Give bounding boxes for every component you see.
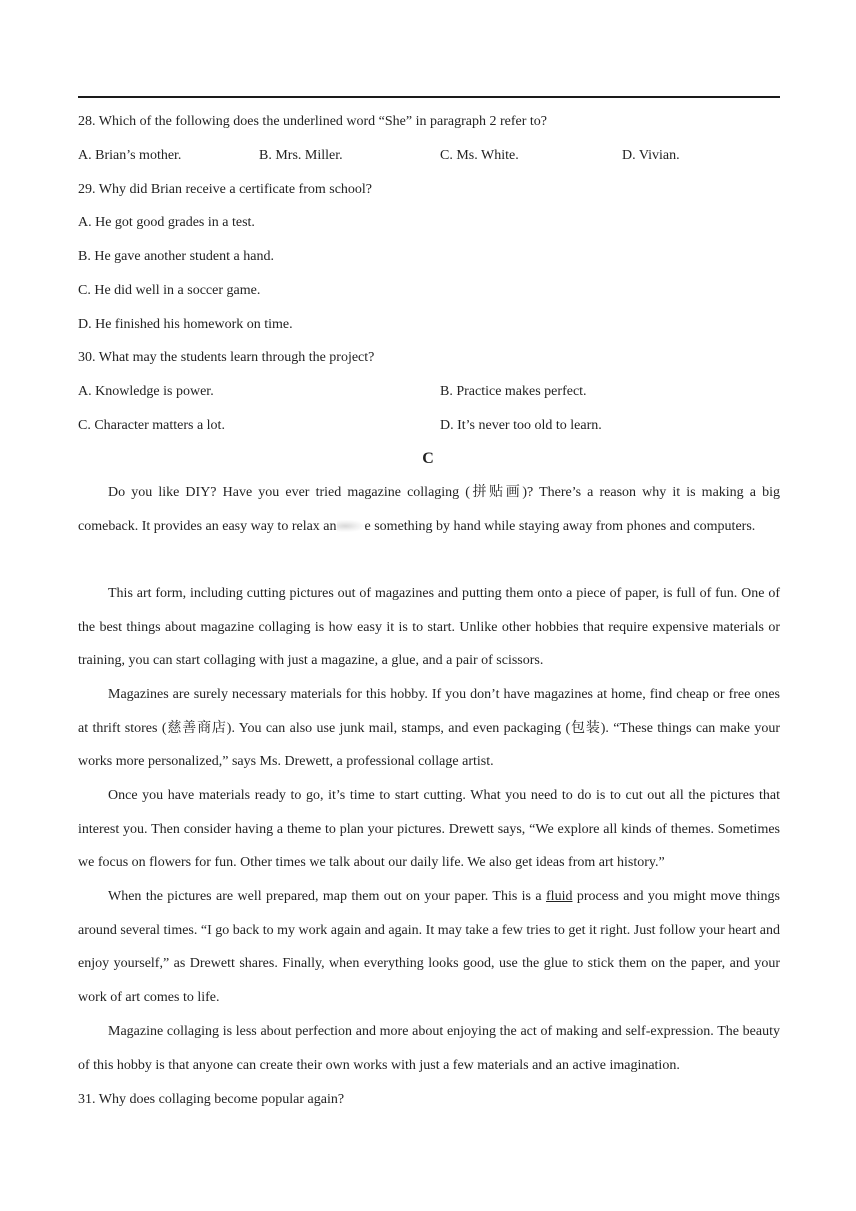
q28-option-b: B. Mrs. Miller.	[259, 148, 343, 163]
passage-paragraph-3: Magazines are surely necessary materials for this hobby. If you don’t have magazines at home, find cheap or free ones at thrift stores (慈善商店). You can also use junk mail, stamps, and even packaging (包装). “These things can make your works more personalized,” says Ms. Drewett, a professional collage artist.	[78, 687, 780, 770]
q30-option-b: B. Practice makes perfect.	[440, 384, 587, 399]
q28-option-d: D. Vivian.	[622, 148, 680, 163]
question-29-stem: 29. Why did Brian receive a certificate from school?	[78, 182, 373, 197]
passage-p5-part-a: When the pictures are well prepared, map them out on your paper. This is a	[108, 889, 542, 904]
q29-option-c: C. He did well in a soccer game.	[78, 283, 261, 298]
section-heading-c: C	[422, 450, 434, 467]
q29-option-b: B. He gave another student a hand.	[78, 249, 274, 264]
passage-paragraph-2: This art form, including cutting pictures out of magazines and putting them onto a piece of paper, is full of fun. One of the best things about magazine collaging is how easy it is to start. Unlike other hobbies that require expensive materials or training, you can start collaging with just a magazine, a glue, and a pair of scissors.	[78, 586, 780, 669]
q30-option-a: A. Knowledge is power.	[78, 384, 214, 399]
passage-paragraph-6: Magazine collaging is less about perfection and more about enjoying the act of making and self-expression. The beauty of this hobby is that anyone can create their own works with just a few materials and an active imagination.	[78, 1024, 780, 1073]
question-31-stem: 31. Why does collaging become popular again?	[78, 1092, 345, 1107]
passage-paragraph-5	[78, 880, 780, 1015]
underlined-word-fluid: fluid	[546, 889, 573, 904]
passage-paragraph-1	[78, 476, 780, 543]
passage-p1-part-b: e something by hand while staying away from phones and computers.	[364, 518, 756, 534]
passage-p5-part-b: process and you might move things around several times. “I go back to my work again and again. It may take a few tries to get it right. Just follow your heart and enjoy yourself,” as Drewett shares. Finally, when everything looks good, use the glue to stick them on the paper, and your work of art comes to life.	[78, 889, 781, 1006]
scan-smudge	[337, 520, 365, 532]
q30-option-d: D. It’s never too old to learn.	[440, 418, 602, 433]
q29-option-d: D. He finished his homework on time.	[78, 317, 293, 332]
passage-paragraph-4: Once you have materials ready to go, it’s time to start cutting. What you need to do is to cut out all the pictures that interest you. Then consider having a theme to plan your pictures. Drewett says, “We explore all kinds of themes. Sometimes we focus on flowers for fun. Other times we talk about our daily life. We also get ideas from art history.”	[78, 788, 780, 871]
question-28-stem: 28. Which of the following does the underlined word “She” in paragraph 2 refer to?	[78, 114, 547, 129]
question-30-stem: 30. What may the students learn through the project?	[78, 350, 375, 365]
q28-option-c: C. Ms. White.	[440, 148, 519, 163]
q28-option-a: A. Brian’s mother.	[78, 148, 182, 163]
header-rule	[78, 96, 780, 98]
q30-option-c: C. Character matters a lot.	[78, 418, 225, 433]
q29-option-a: A. He got good grades in a test.	[78, 215, 255, 230]
passage-p1-part-a: Do you like DIY? Have you ever tried magazine collaging (拼贴画)? There’s a reason why it is making a big comeback. It provides an easy way to relax an	[78, 485, 780, 534]
